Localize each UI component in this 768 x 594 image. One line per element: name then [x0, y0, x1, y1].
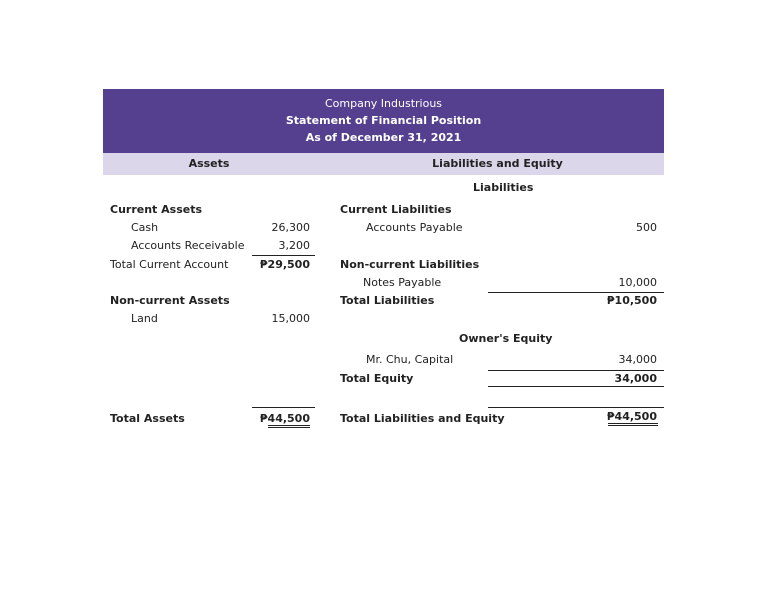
noncurrent-liabilities-heading: Non-current Liabilities	[340, 258, 480, 271]
total-le-double-rule-1	[608, 423, 658, 424]
noncurrent-assets-heading: Non-current Assets	[110, 294, 230, 307]
total-le-top-rule	[488, 407, 664, 408]
statement-title: Statement of Financial Position	[285, 114, 482, 127]
capital-label: Mr. Chu, Capital	[366, 353, 454, 366]
owners-equity-heading: Owner's Equity	[459, 332, 553, 345]
total-liabilities-label: Total Liabilities	[340, 294, 435, 307]
current-liabilities-heading: Current Liabilities	[340, 203, 452, 216]
total-assets-double-rule-1	[268, 425, 310, 426]
total-le-double-rule-2	[608, 425, 658, 426]
assets-column-header: Assets	[103, 153, 315, 175]
land-label: Land	[131, 312, 158, 325]
column-header-gap	[315, 153, 331, 175]
total-liabilities-value: ₱10,500	[606, 294, 657, 307]
land-value: 15,000	[271, 312, 310, 325]
total-assets-double-rule-2	[268, 427, 310, 428]
company-name: Company Industrious	[324, 97, 443, 110]
equity-subtotal-rule	[488, 370, 664, 371]
notes-payable-value: 10,000	[618, 276, 657, 289]
cash-value: 26,300	[271, 221, 310, 234]
equity-bottom-rule	[488, 386, 664, 387]
statement-date: As of December 31, 2021	[305, 131, 462, 144]
subtotal-rule	[252, 255, 315, 256]
total-assets-top-rule	[252, 407, 315, 408]
notes-payable-label: Notes Payable	[363, 276, 442, 289]
accounts-receivable-value: 3,200	[278, 239, 310, 252]
liabilities-section-heading: Liabilities	[473, 181, 534, 194]
accounts-payable-value: 500	[636, 221, 657, 234]
total-assets-value: ₱44,500	[259, 412, 310, 425]
accounts-payable-label: Accounts Payable	[366, 221, 463, 234]
cash-label: Cash	[131, 221, 159, 234]
total-equity-value: 34,000	[614, 372, 657, 385]
liabilities-equity-column-header: Liabilities and Equity	[331, 153, 664, 175]
accounts-receivable-label: Accounts Receivable	[131, 239, 245, 252]
statement-header	[103, 89, 664, 153]
total-equity-label: Total Equity	[340, 372, 414, 385]
total-assets-label: Total Assets	[110, 412, 185, 425]
total-liabilities-equity-label: Total Liabilities and Equity	[340, 412, 505, 425]
capital-value: 34,000	[618, 353, 657, 366]
total-current-label: Total Current Account	[110, 258, 229, 271]
total-current-value: ₱29,500	[259, 258, 310, 271]
liabilities-subtotal-rule	[488, 292, 664, 293]
total-liabilities-equity-value: ₱44,500	[606, 410, 657, 423]
current-assets-heading: Current Assets	[110, 203, 203, 216]
